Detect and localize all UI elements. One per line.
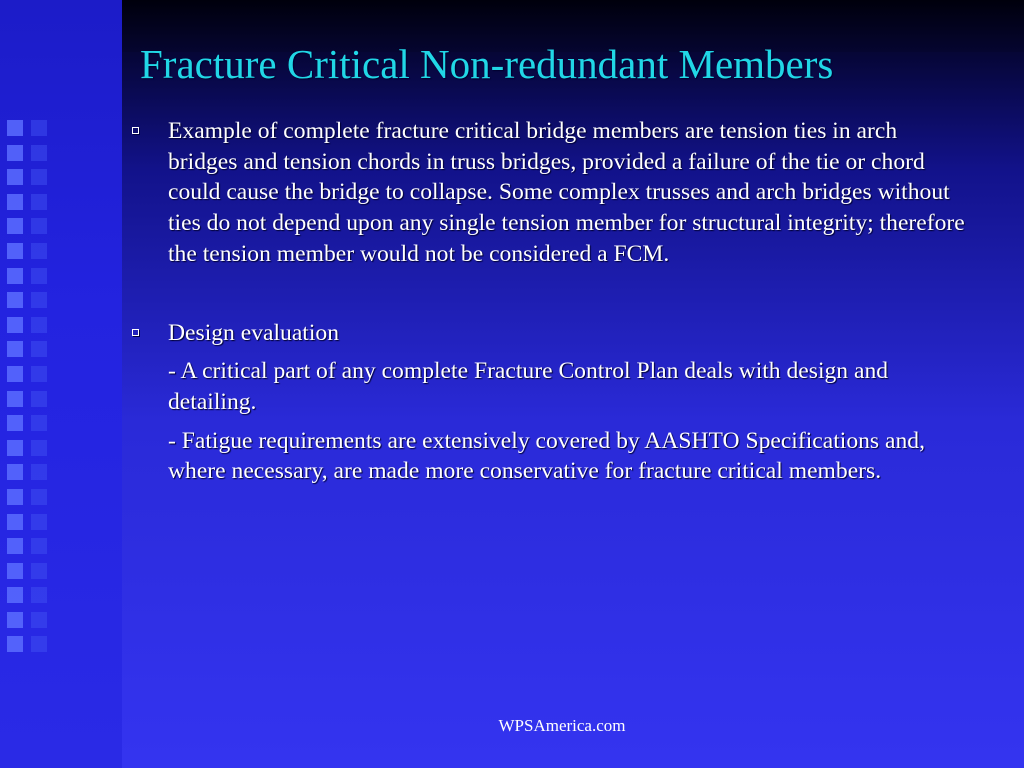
slide-body — [130, 116, 970, 487]
bullet-item — [130, 116, 970, 270]
hollow-square-bullet-icon — [132, 127, 139, 134]
bullet-item — [130, 318, 970, 488]
hollow-square-bullet-icon — [132, 329, 139, 336]
slide-title: Fracture Critical Non-redundant Members — [140, 41, 834, 87]
bullet-text: Example of complete fracture critical bridge members are tension ties in arch bridges and tension chords in truss bridges, provided a failure of the tie or chord could cause the bridge to collapse. Some complex trusses and arch bridges without ties do not depend upon any single tension member for structural integrity; therefore the tension member would not be considered a FCM. — [168, 118, 965, 267]
decorative-tiles-faded — [31, 120, 49, 661]
sub-point: - A critical part of any complete Fracture Control Plan deals with design and detailing. — [168, 358, 889, 415]
sub-point: - Fatigue requirements are extensively covered by AASHTO Specifications and, where necessary, are made more conservative for fracture critical members. — [168, 427, 925, 485]
decorative-tiles — [7, 120, 25, 661]
bullet-text: Design evaluation — [168, 319, 340, 346]
decorative-left-strip — [0, 0, 122, 768]
footer-text: WPSAmerica.com — [498, 716, 626, 735]
